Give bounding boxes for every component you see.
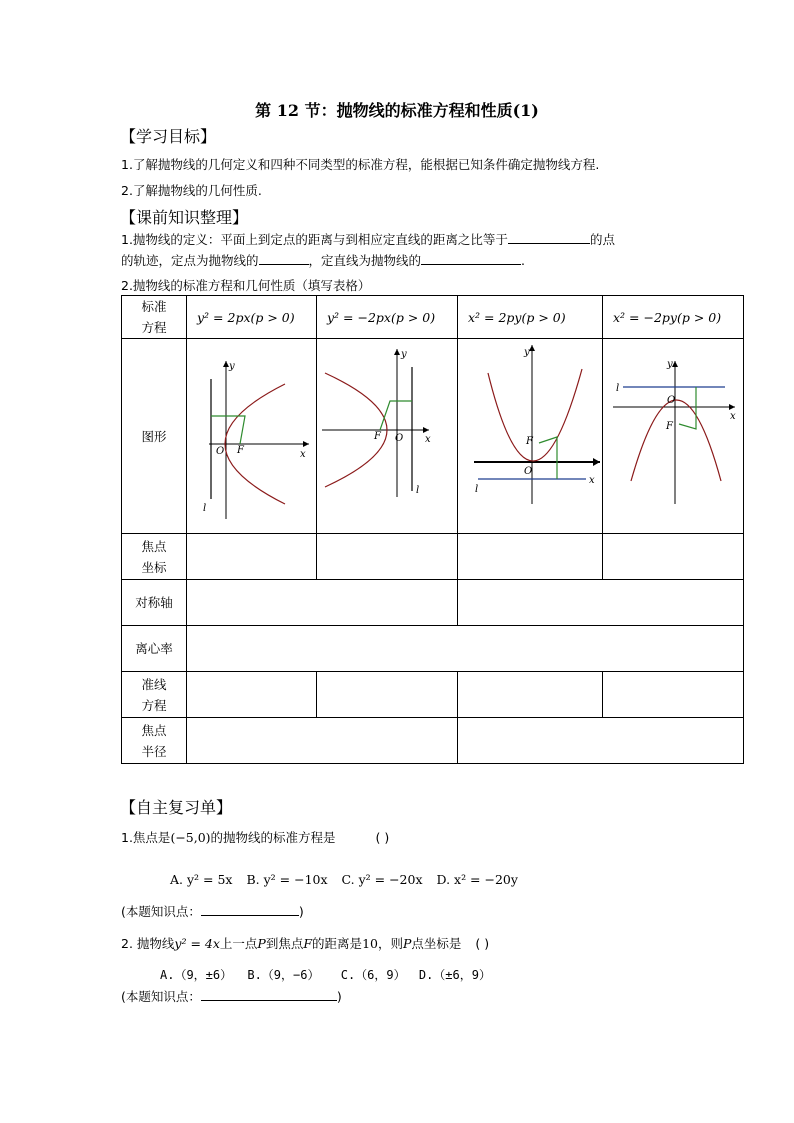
- svg-text:F: F: [374, 431, 381, 442]
- figure-2: [317, 339, 458, 534]
- row-eccentricity: [122, 626, 744, 672]
- row-figure: [122, 339, 744, 534]
- label-figure: 图形: [122, 339, 187, 534]
- equation-2: y² = −2px(p > 0): [317, 296, 458, 339]
- blank-focus-term[interactable]: [259, 252, 309, 265]
- row-axis: [122, 580, 744, 626]
- cell-eccentricity[interactable]: [187, 626, 744, 672]
- q2-option-b[interactable]: B.（9，−6）: [247, 968, 320, 982]
- label-eccentricity: 离心率: [122, 626, 187, 672]
- cell-directrix-2[interactable]: [317, 672, 458, 718]
- prep-item-1-line-1: 1.抛物线的定义：平面上到定点的距离与到相应定直线的距离之比等于 的点: [121, 232, 615, 247]
- q1-option-d[interactable]: D. x² = −20y: [436, 872, 518, 887]
- section-review: 【自主复习单】: [120, 798, 233, 817]
- blank-directrix-term[interactable]: [421, 252, 521, 265]
- question-1: 1.焦点是(−5,0)的抛物线的标准方程是 ( ): [121, 830, 390, 845]
- equation-3: x² = 2py(p > 0): [458, 296, 603, 339]
- section-goals: 【学习目标】: [120, 127, 217, 146]
- blank-ratio[interactable]: [508, 231, 590, 244]
- q1-knowledge-blank[interactable]: [201, 903, 299, 916]
- svg-text:O: O: [667, 395, 676, 406]
- svg-text:y: y: [401, 349, 407, 360]
- figure-4: [603, 339, 744, 534]
- svg-text:y: y: [524, 347, 530, 358]
- prep-item-1-line-2: 的轨迹，定点为抛物线的 ，定直线为抛物线的 .: [121, 253, 526, 268]
- cell-focus-3[interactable]: [458, 534, 603, 580]
- svg-text:F: F: [526, 436, 533, 447]
- question-2-options: [160, 966, 491, 983]
- section-prep: 【课前知识整理】: [120, 208, 249, 227]
- figure-3: [458, 339, 603, 534]
- cell-axis-horizontal[interactable]: [187, 580, 458, 626]
- equation-4: x² = −2py(p > 0): [603, 296, 744, 339]
- row-directrix: [122, 672, 744, 718]
- q2-option-c[interactable]: C.（6，9）: [340, 968, 406, 982]
- q1-option-c[interactable]: C. y² = −20x: [341, 872, 423, 887]
- equation-1: y² = 2px(p > 0): [187, 296, 317, 339]
- svg-text:O: O: [216, 446, 225, 457]
- cell-focus-1[interactable]: [187, 534, 317, 580]
- page-title: 第 12 节：抛物线的标准方程和性质(1): [255, 101, 539, 120]
- svg-text:x: x: [730, 411, 736, 422]
- question-1-options: [170, 872, 518, 887]
- figure-1: [187, 339, 317, 534]
- row-focus: [122, 534, 744, 580]
- svg-text:y: y: [667, 359, 673, 370]
- q2-option-a[interactable]: A.（9，±6）: [160, 968, 233, 982]
- cell-focal-radius-horizontal[interactable]: [187, 718, 458, 764]
- goal-2: 2.了解抛物线的几何性质.: [121, 183, 262, 198]
- cell-directrix-1[interactable]: [187, 672, 317, 718]
- parabola-properties-table: [121, 295, 744, 764]
- svg-text:l: l: [616, 383, 620, 394]
- question-2: 2. 抛物线y² = 4x上一点P到焦点F的距离是10，则P点坐标是 ( ): [121, 936, 490, 951]
- cell-focal-radius-vertical[interactable]: [458, 718, 744, 764]
- cell-directrix-3[interactable]: [458, 672, 603, 718]
- label-focal-radius: 焦点 半径: [122, 718, 187, 764]
- question-1-knowledge-point: (本题知识点： ): [121, 904, 304, 919]
- svg-text:x: x: [425, 434, 431, 445]
- label-focus: 焦点 坐标: [122, 534, 187, 580]
- q1-option-b[interactable]: B. y² = −10x: [246, 872, 328, 887]
- svg-text:F: F: [666, 421, 673, 432]
- svg-text:l: l: [416, 485, 420, 496]
- cell-focus-2[interactable]: [317, 534, 458, 580]
- q1-option-a[interactable]: A. y² = 5x: [170, 872, 233, 887]
- svg-text:l: l: [475, 484, 479, 495]
- q1-answer-paren[interactable]: ( ): [375, 830, 390, 845]
- svg-text:F: F: [237, 445, 244, 456]
- svg-text:O: O: [524, 466, 533, 477]
- label-equation: 标准 方程: [122, 296, 187, 339]
- svg-text:l: l: [203, 503, 207, 514]
- label-axis: 对称轴: [122, 580, 187, 626]
- row-focal-radius: [122, 718, 744, 764]
- cell-focus-4[interactable]: [603, 534, 744, 580]
- row-equation: [122, 296, 744, 339]
- cell-directrix-4[interactable]: [603, 672, 744, 718]
- question-2-knowledge-point: (本题知识点： ): [121, 989, 342, 1004]
- svg-text:x: x: [300, 449, 306, 460]
- label-directrix: 准线 方程: [122, 672, 187, 718]
- svg-text:x: x: [589, 475, 595, 486]
- svg-text:O: O: [395, 433, 404, 444]
- cell-axis-vertical[interactable]: [458, 580, 744, 626]
- prep-item-2: 2.抛物线的标准方程和几何性质（填写表格）: [121, 278, 371, 293]
- q2-option-d[interactable]: D.（±6，9）: [418, 968, 491, 982]
- goal-1: 1.了解抛物线的几何定义和四种不同类型的标准方程，能根据已知条件确定抛物线方程.: [121, 157, 600, 172]
- svg-text:y: y: [229, 361, 235, 372]
- q2-knowledge-blank[interactable]: [201, 988, 337, 1001]
- q2-answer-paren[interactable]: ( ): [475, 936, 490, 951]
